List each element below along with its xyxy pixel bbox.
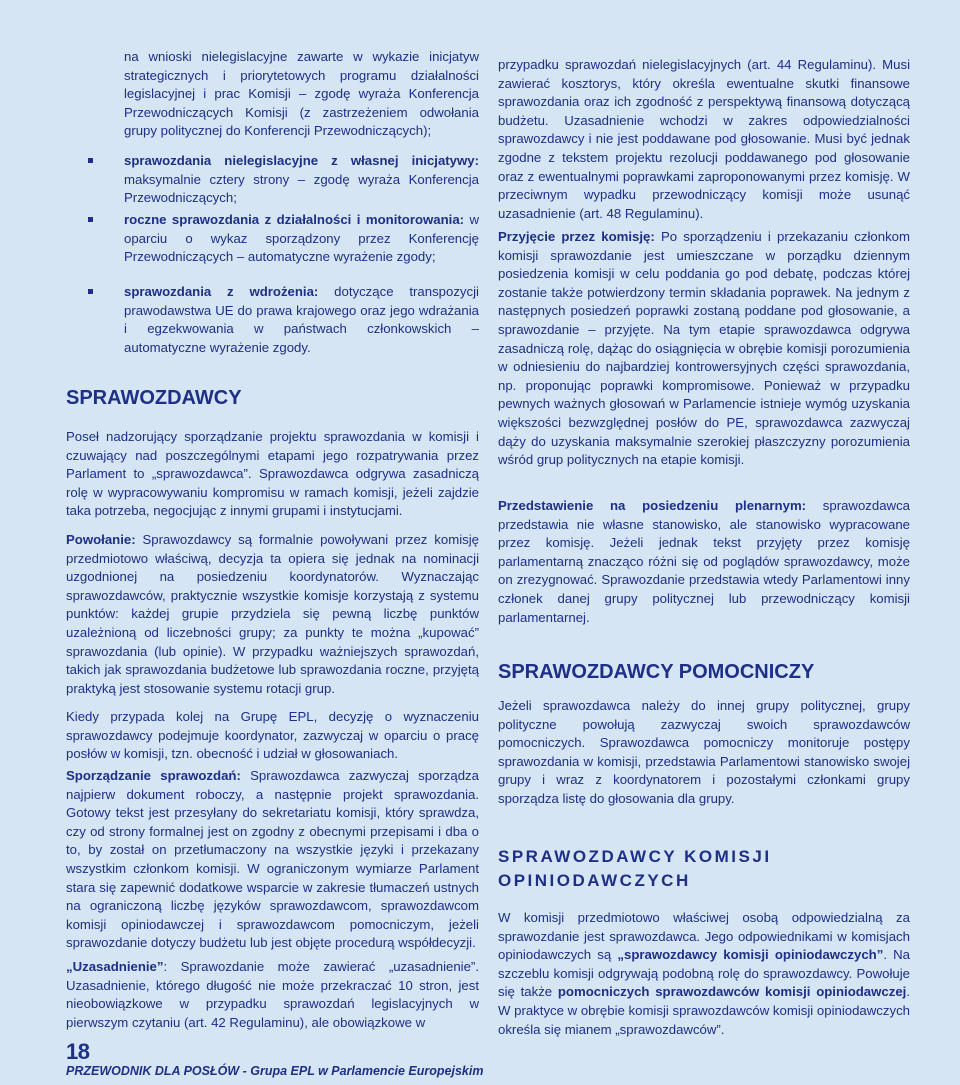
section-heading-sprawozdawcy: SPRAWOZDAWCY: [66, 387, 242, 409]
paragraph: przypadku sprawozdań nielegislacyjnych (art. 44 Regulaminu). Musi zawierać kosztorys, który określa ewentualne skutki finansowe sprawozdania oraz ich zgodność z perspektywą finansową dotyczącą budżetu. Uzasadnienie wchodzi w zakres odpowiedzialności sprawozdawcy i nie jest poddawane pod głosowanie. Musi być jednak zgodne z tekstem projektu rezolucji poddawanego pod głosowanie oraz z ewentualnymi poprawkami zaproponowanymi przez komisję. W przeciwnym wypadku przewodniczący komisji może usunąć uzasadnienie (art. 48 Regulaminu).: [498, 57, 910, 221]
paragraph-lead: „Uzasadnienie”: [66, 959, 164, 974]
page-number: 18: [66, 1039, 90, 1064]
paragraph-przyjecie: [498, 228, 910, 470]
paragraph-text: sprawozdawca przedstawia nie własne stanowisko, ale stanowisko wypracowane przez komisję. Jeżeli jednak tekst przyjęty przez komisję parlamentarną znacząco różni się od poglądów sprawozdawcy, może on zrezygnować. Sprawozdanie przedstawia wtedy Parlamentowi inny członek danej grupy politycznej lub przewodniczący komisji parlamentarnej.: [498, 498, 911, 625]
paragraph: Kiedy przypada kolej na Grupę EPL, decyzję o wyznaczeniu sprawozdawcy podejmuje koordynator, zazwyczaj w oparciu o pracę posłów w komisji, tzn. obecność i udział w głosowaniach.: [66, 709, 479, 762]
bullet-lead: sprawozdania z wdrożenia:: [124, 284, 319, 299]
heading-line: OPINIODAWCZYCH: [498, 871, 691, 890]
paragraph-uzasadnienie: [66, 958, 479, 1032]
heading-line: SPRAWOZDAWCY KOMISJI: [498, 847, 772, 866]
section-heading-opiniodawczych: [498, 845, 772, 893]
bullet-square-icon: [88, 158, 93, 163]
bullet-lead: sprawozdania nielegislacyjne z własnej inicjatywy:: [124, 153, 479, 168]
footer-text: PRZEWODNIK DLA POSŁÓW - Grupa EPL w Parlamencie Europejskim: [66, 1064, 484, 1078]
bullet-3: [124, 283, 479, 357]
paragraph-lead: Przyjęcie przez komisję:: [498, 229, 655, 244]
bullet-square-icon: [88, 217, 93, 222]
list-continuation: na wnioski nielegislacyjne zawarte w wykazie inicjatyw strategicznych i priorytetowych programu działalności legislacyjnej i prac Komisji – zgodę wyraża Konferencja Przewodniczących Komisji (z zastrzeżeniem odwołania grupy politycznej do Konferencji Przewodniczących);: [124, 49, 479, 139]
paragraph-sporzadzanie: [66, 767, 479, 953]
paragraph-text: . Na szczeblu komisji odgrywają podobną rolę do sprawozdawcy. Powołuje się także: [498, 947, 911, 1000]
paragraph-emphasis: „sprawozdawcy komisji opiniodawczych”: [617, 947, 884, 963]
paragraph-lead: Sporządzanie sprawozdań:: [66, 768, 241, 783]
paragraph: Poseł nadzorujący sporządzanie projektu sprawozdania w komisji i czuwający nad poszczególnymi etapami jego rozpatrywania przez Parlament to „sprawozdawca”. Sprawozdawca odgrywa zasadniczą rolę w wypracowywaniu kompromisu w ramach komisji, jeżeli zajdzie taka potrzeba, negocjując z innymi grupami i instytucjami.: [66, 429, 479, 519]
bullet-text: maksymalnie cztery strony – zgodę wyraża Konferencja Przewodniczących;: [124, 171, 479, 206]
paragraph: Jeżeli sprawozdawca należy do innej grupy politycznej, grupy polityczne powołują zazwyczaj swoich sprawozdawców pomocniczych. Sprawozdawca pomocniczy monitoruje postępy sprawozdania w komisji, przedstawia Parlamentowi stanowisko swojej grupy i wraz z koordynatorem i pozostałymi członkami grupy sporządza listę do głosowania dla grupy.: [498, 698, 910, 806]
paragraph-przedstawienie: [498, 497, 910, 627]
paragraph-opiniodawczy: [498, 909, 910, 1039]
paragraph-text: Sprawozdawcy są formalnie powoływani przez komisję przedmiotowo właściwą, decyzja ta opiera się jednak na nominacji uzgodnionej na posiedzeniu koordynatorów. Wyznaczając sprawozdawców, praktycznie wszystkie komisje korzystają z systemu punktów: każdej grupie przydziela się pewną liczbę punktów uzależnioną od liczebności grupy; za punkty te można „kupować” sprawozdania (lub opinie). W przypadku ważniejszych sprawozdań, takich jak sprawozdania budżetowe lub sprawozdania roczne, przyjętą praktyką jest stosowanie systemu rotacji grup.: [66, 532, 479, 696]
bullet-text: dotyczące transpozycji prawodawstwa UE do prawa krajowego oraz jego wdrażania i egzekwowania w państwach członkowskich – automatyczne wyrażenie zgody.: [124, 284, 479, 355]
paragraph-lead: Przedstawienie na posiedzeniu plenarnym:: [498, 498, 807, 513]
bullet-lead: roczne sprawozdania z działalności i monitorowania:: [124, 212, 465, 227]
paragraph-text: . W praktyce w obrębie komisji sprawozdawców komisji opiniodawczych określa się mianem „sprawozdawców”.: [498, 984, 910, 1037]
bullet-1: [124, 152, 479, 208]
bullet-2: [124, 211, 479, 267]
paragraph-text: Sprawozdawca zazwyczaj sporządza najpierw dokument roboczy, a następnie projekt sprawozdania. Gotowy tekst jest przesyłany do sekretariatu komisji, który sprawdza, czy od strony formalnej jest on zgodny z obecnymi przepisami i dba o to, by został on przetłumaczony na wszystkie języki i przekazany wszystkim członkom komisji. W ograniczonym wymiarze Parlament stara się zapewnić dodatkowe wsparcie w zakresie tłumaczeń ustnych na ograniczoną liczbę języków sprawozdawcom, sprawozdawcom komisji opiniodawczej i sprawozdawcom pomocniczym, jeżeli sprawozdanie dotyczy budżetu lub jest objęte procedurą współdecyzji.: [66, 768, 479, 951]
section-heading-pomocniczy: SPRAWOZDAWCY POMOCNICZY: [498, 661, 815, 683]
paragraph-powolanie: [66, 531, 479, 698]
paragraph-lead: Powołanie:: [66, 532, 136, 547]
paragraph-text: W komisji przedmiotowo właściwej osobą odpowiedzialną za sprawozdanie jest sprawozdawca. Jego odpowiednikami w komisjach opiniodawczych są: [498, 910, 910, 963]
bullet-text: w oparciu o wykaz sporządzony przez Konferencję Przewodniczących – automatyczne wyrażenie zgody;: [124, 212, 479, 265]
bullet-square-icon: [88, 289, 93, 294]
paragraph-text: : Sprawozdanie może zawierać „uzasadnienie”. Uzasadnienie, którego długość nie może przekraczać 10 stron, jest nieobowiązkowe w przypadku sprawozdań legislacyjnych w pierwszym czytaniu (art. 42 Regulaminu), ale obowiązkowe w: [66, 959, 479, 1030]
paragraph-emphasis: pomocniczych sprawozdawców komisji opiniodawczej: [557, 984, 907, 1000]
paragraph-text: Po sporządzeniu i przekazaniu członkom komisji sprawozdanie jest umieszczane w porządku dziennym posiedzenia komisji w celu poddania go pod debatę, podczas której zostanie także potwierdzony termin składania poprawek. Na jednym z następnych posiedzeń poprawki zostaną poddane pod głosowanie, a sprawozdanie – przyjęte. Na tym etapie sprawozdawca odgrywa zasadniczą rolę, dążąc do osiągnięcia w obrębie komisji porozumienia w odniesieniu do najbardziej kontrowersyjnych części sprawozdania, np. proponując poprawki kompromisowe. Ponieważ w przypadku pewnych ważnych głosowań w Parlamencie istnieje wymóg uzyskania większości bezwzględnej posłów do PE, sprawozdawca zazwyczaj dąży do uzyskania maksymalnie szerokiej płaszczyzny porozumienia wśród grup politycznych na etapie komisji.: [498, 229, 910, 468]
